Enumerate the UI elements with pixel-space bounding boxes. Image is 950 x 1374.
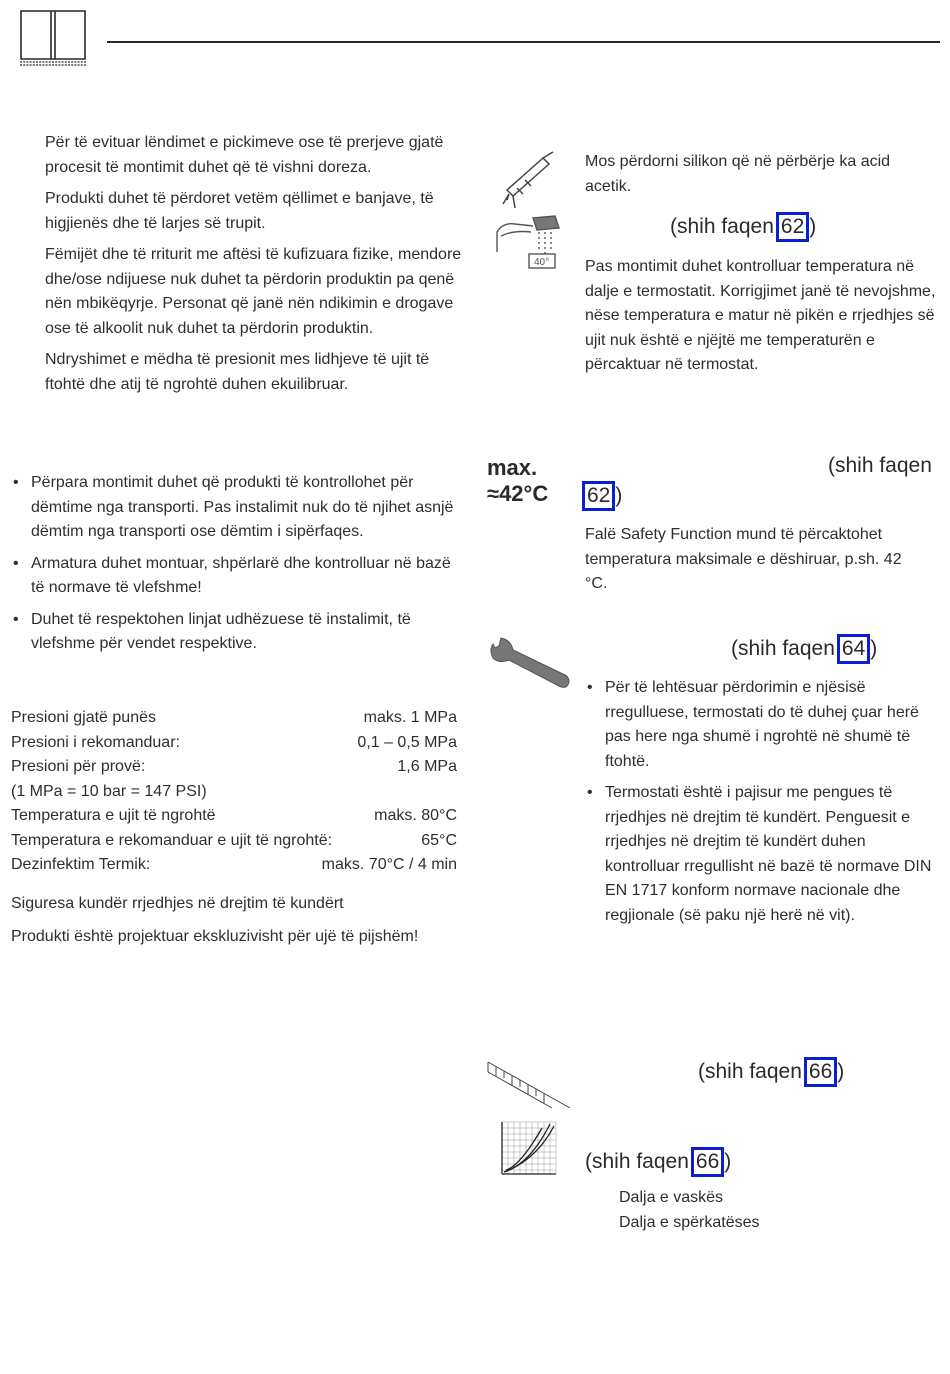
safety-paragraph: Për të evituar lëndimet e pickimeve ose të prerjeve gjatë procesit të montimit duhet që të vishni doreza. — [45, 134, 444, 176]
thermo-see-page: (shih faqen 62 ) — [670, 212, 816, 242]
flow-item: Dalja e vaskës — [619, 1189, 724, 1206]
install-bullet-list — [11, 471, 463, 664]
spec-row: Temperatura e ujit të ngrohtë maks. 80°C — [11, 807, 457, 824]
spec-row: Presioni gjatë punës maks. 1 MPa — [11, 709, 457, 726]
flow-item: Dalja e spërkatëses — [619, 1213, 760, 1231]
list-item: • Përpara montimit duhet që produkti të kontrollohet për dëmtime nga transporti. Pas instalimit nuk do të njihet asnjë dëmtim nga transporti ose dëmtim i sipërfaqes. — [13, 474, 454, 540]
list-item: • Për të lehtësuar përdorimin e njësisë rregulluese, termostati do të duhej çuar herë pas here nga shumë i ngrohtë në shumë të ftohtë. — [587, 679, 919, 770]
list-item: • Duhet të respektohen linjat udhëzuese të instalimit, të vlefshme për vendet respektive. — [13, 610, 411, 652]
safety-section — [45, 131, 465, 397]
service-see-page: (shih faqen 64 ) — [731, 634, 877, 664]
spec-row: Presioni për provë: 1,6 MPa — [11, 758, 457, 775]
page-link-66-dims[interactable]: 66 — [804, 1057, 837, 1087]
wrench-icon — [487, 636, 572, 697]
page-link-62-safety[interactable]: 62 — [582, 481, 615, 511]
thermo-text: Pas montimit duhet kontrolluar temperatura në dalje e termostatit. Korrigjimet janë të nevojshme, nëse temperatura e matur në pikën e rrjedhjes së ujit nuk është e njëjtë me temperaturën e përcaktuar në termostat. — [585, 258, 936, 373]
header-rule — [107, 41, 940, 43]
safety-paragraph: Ndryshimet e mëdha të presionit mes lidhjeve të ujit të ftohtë dhe atij të ngrohtë duhen ekuilibruar. — [45, 351, 430, 393]
thermometer-check-icon — [493, 212, 563, 277]
silicone-warning: Mos përdorni silikon që në përbërje ka acid acetik. — [585, 153, 891, 195]
page-link-64[interactable]: 64 — [837, 634, 870, 664]
service-bullet-list — [585, 676, 937, 935]
flow-see-page: (shih faqen 66 ) — [585, 1147, 731, 1177]
spec-row: Temperatura e rekomanduar e ujit të ngrohtë: 65°C — [11, 831, 457, 849]
spec-row: Dezinfektim Termik: maks. 70°C / 4 min — [11, 856, 457, 873]
list-item: • Termostati është i pajisur me pengues të rrjedhjes në drejtim të kundërt. Penguesit e rrjedhjes në drejtim të kundërt duhen kontrolluar rregullisht në bazë të normave DIN EN 1717 konform normave nacionale dhe regjionale (së paku një herë në vit). — [587, 784, 932, 924]
thermometer-display: 40° — [534, 257, 550, 268]
technical-specs — [11, 706, 457, 878]
drinking-water-note: Produkti është projektuar ekskluzivisht për ujë të pijshëm! — [11, 928, 419, 945]
list-item: • Armatura duhet montuar, shpërlarë dhe kontrolluar në bazë të normave të vlefshme! — [13, 554, 451, 596]
book-icon — [18, 9, 88, 72]
page-link-66-flow[interactable]: 66 — [691, 1147, 724, 1177]
flow-diagram-icon — [500, 1120, 558, 1181]
max-label: max. — [487, 455, 538, 480]
safety-paragraph: Produkti duhet të përdoret vetëm qëllimet e banjave, të higjienës dhe të larjes së trupit. — [45, 190, 434, 232]
backflow-note: Siguresa kundër rrjedhjes në drejtim të kundërt — [11, 895, 344, 912]
safety-see-page: (shih faqen — [828, 454, 932, 477]
flow-outlets — [619, 1186, 919, 1235]
dims-see-page: (shih faqen 66 ) — [698, 1057, 844, 1087]
silicone-gun-icon — [495, 150, 560, 215]
max-temp-value: ≈42°C — [487, 481, 549, 506]
page-link-62[interactable]: 62 — [776, 212, 809, 242]
spec-row: (1 MPa = 10 bar = 147 PSI) — [11, 782, 207, 800]
spec-row: Presioni i rekomanduar: 0,1 – 0,5 MPa — [11, 733, 457, 751]
safety-page-link-wrap: 62 ) — [582, 481, 622, 511]
dimensions-ruler-icon — [486, 1058, 572, 1117]
safety-paragraph: Fëmijët dhe të rriturit me aftësi të kufizuara fizike, mendore dhe/ose ndijuese nuk duhet ta përdorin produktin pa qenë nën mbikëqyrje. Personat që janë nën ndikimin e drogave ose të alkoolit nuk duhet ta përdorin produktin. — [45, 246, 462, 337]
safety-function-text: Falë Safety Function mund të përcaktohet temperatura maksimale e dëshiruar, p.sh. 42 °C. — [585, 526, 902, 592]
